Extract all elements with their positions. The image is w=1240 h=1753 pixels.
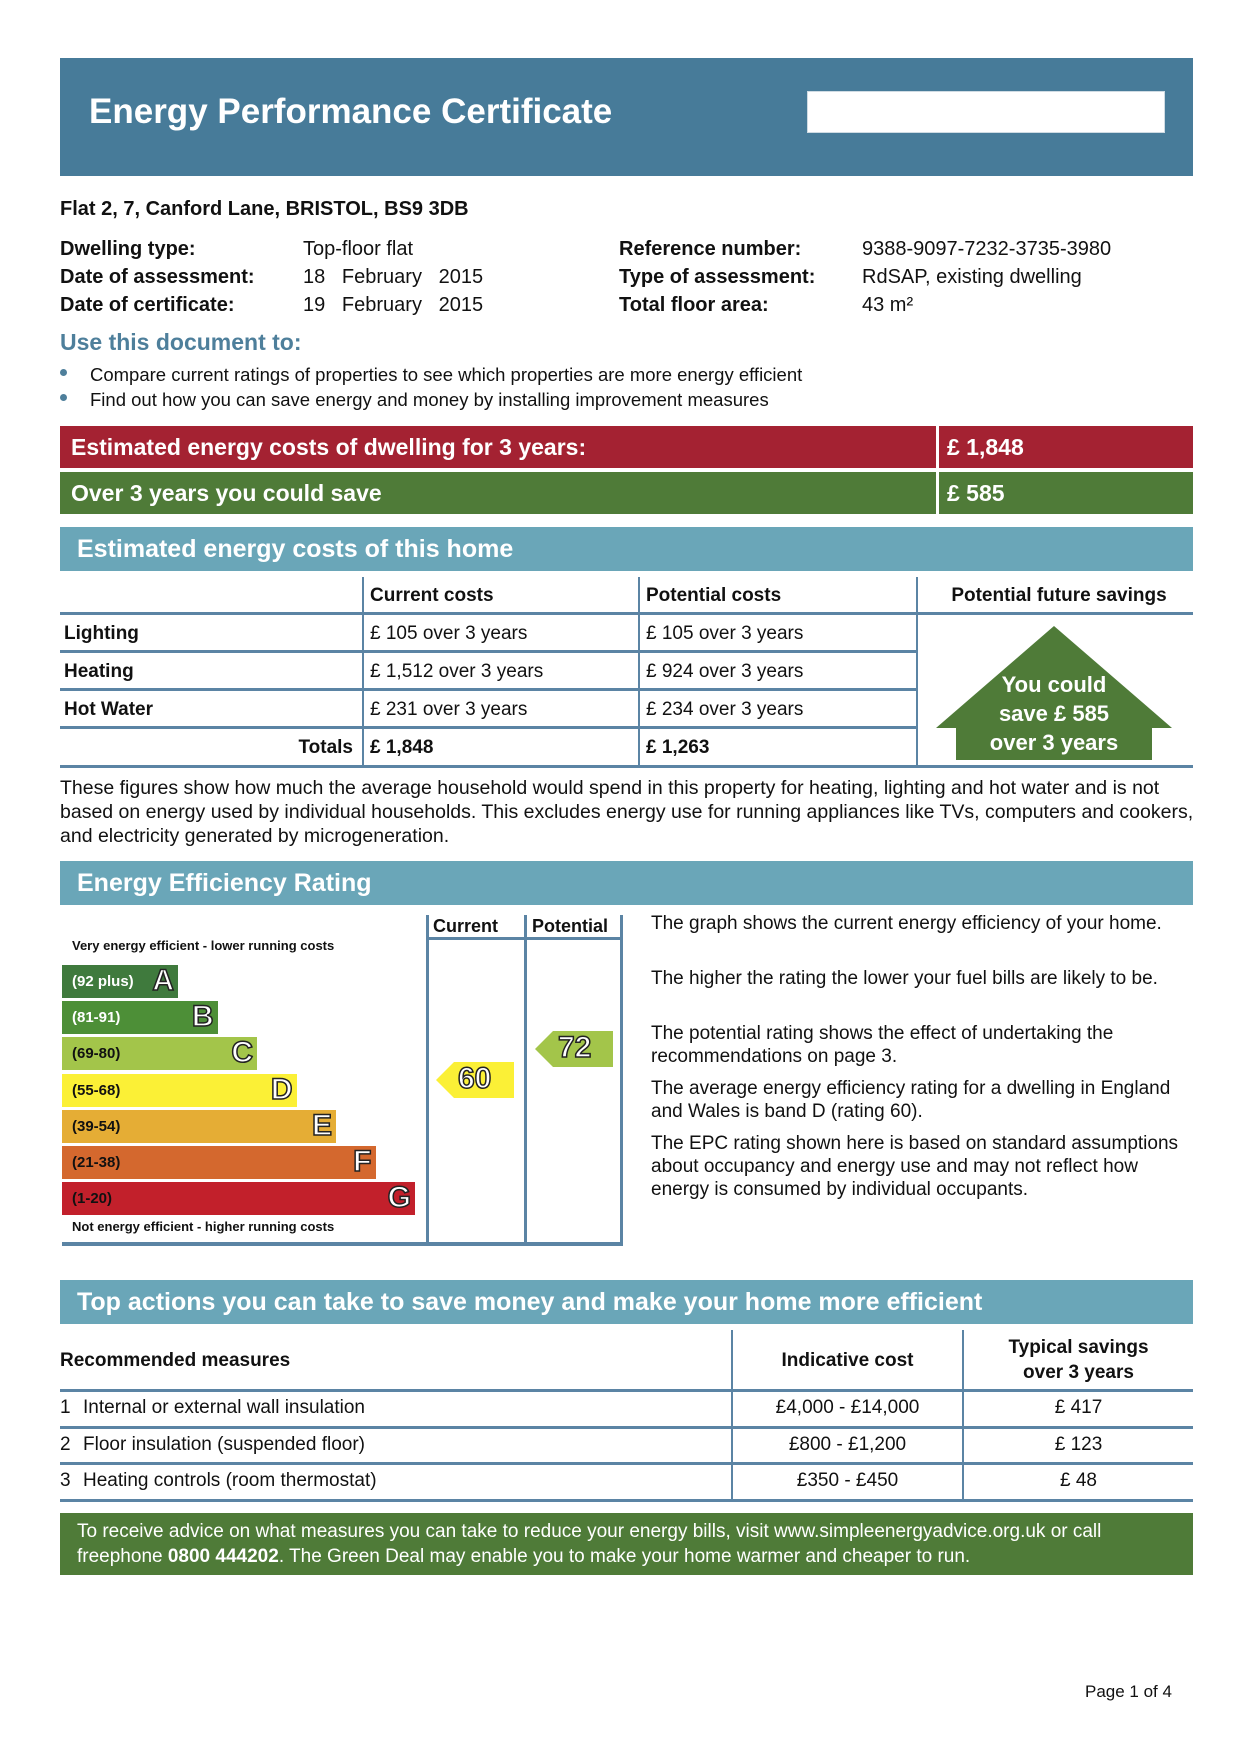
header-blank-box bbox=[807, 91, 1165, 133]
assessment-type-label: Type of assessment: bbox=[619, 266, 816, 288]
table-divider bbox=[60, 688, 918, 691]
band-letter: G bbox=[387, 1181, 411, 1215]
header-recommended-measures: Recommended measures bbox=[60, 1350, 291, 1371]
hot-water-potential: £ 234 over 3 years bbox=[646, 699, 804, 720]
costs-section-header bbox=[60, 527, 1193, 571]
savings-label: Over 3 years you could save bbox=[71, 480, 382, 506]
band-range: (81-91) bbox=[72, 1009, 121, 1027]
estimated-cost-bar bbox=[60, 426, 1193, 468]
band-letter: C bbox=[231, 1036, 253, 1070]
freephone-number: 0800 444202 bbox=[167, 1546, 279, 1567]
advice-text: To receive advice on what measures you can take to reduce your energy bills, visit www.simpleenergyadvice.org.uk or call freephone bbox=[77, 1521, 1102, 1567]
row-label-heating: Heating bbox=[64, 661, 134, 682]
bar-separator bbox=[936, 472, 939, 514]
header-potential-costs: Potential costs bbox=[646, 585, 782, 606]
savings-house-line: You could bbox=[1001, 672, 1107, 697]
totals-potential: £ 1,263 bbox=[646, 737, 710, 758]
rating-paragraph-5: The EPC rating shown here is based on standard assumptions about occupancy and energy use and may not reflect how energy is consumed by individual occupants. bbox=[651, 1133, 1179, 1200]
col-potential-label: Potential bbox=[532, 916, 609, 936]
potential-savings-bar bbox=[60, 472, 1193, 514]
band-letter: B bbox=[191, 1000, 214, 1034]
table-divider bbox=[60, 765, 1193, 768]
assessment-date-label: Date of assessment: bbox=[60, 266, 255, 288]
very-efficient-label: Very energy efficient - lower running costs bbox=[72, 938, 335, 953]
rating-band-b bbox=[62, 1001, 218, 1034]
use-bullet-2: Find out how you can save energy and money by installing improvement measures bbox=[90, 389, 769, 410]
costs-section-title: Estimated energy costs of this home bbox=[77, 535, 514, 563]
current-rating-value: 60 bbox=[458, 1062, 492, 1095]
band-range: (39-54) bbox=[72, 1117, 121, 1135]
row-label-lighting: Lighting bbox=[64, 623, 139, 644]
rating-paragraph-4: The average energy efficiency rating for a dwelling in England and Wales is band D (rating 60). bbox=[651, 1078, 1171, 1122]
measure-name: Floor insulation (suspended floor) bbox=[83, 1434, 365, 1455]
estimated-cost-label: Estimated energy costs of dwelling for 3 years: bbox=[71, 434, 587, 460]
row-label-hot-water: Hot Water bbox=[64, 699, 154, 720]
table-divider bbox=[60, 1426, 1193, 1429]
rating-paragraph-3: The potential rating shows the effect of undertaking the recommendations on page 3. bbox=[651, 1023, 1114, 1067]
table-divider bbox=[60, 1462, 1193, 1465]
floor-area-value: 43 m² bbox=[862, 294, 914, 316]
header-future-savings: Potential future savings bbox=[951, 585, 1167, 606]
advice-text: . The Green Deal may enable you to make your home warmer and cheaper to run. bbox=[278, 1546, 971, 1567]
band-range: (21-38) bbox=[72, 1154, 121, 1171]
rating-paragraph-1: The graph shows the current energy efficiency of your home. bbox=[651, 913, 1162, 934]
hot-water-current: £ 231 over 3 years bbox=[370, 699, 528, 720]
measure-number: 1 bbox=[60, 1397, 71, 1418]
rating-band-a bbox=[62, 965, 178, 998]
band-letter: F bbox=[353, 1145, 372, 1178]
table-divider bbox=[362, 577, 364, 768]
dwelling-type-label: Dwelling type: bbox=[60, 238, 196, 260]
dwelling-type-value: Top-floor flat bbox=[303, 238, 414, 260]
rating-band-c bbox=[62, 1037, 257, 1070]
measure-name: Heating controls (room thermostat) bbox=[83, 1470, 377, 1491]
savings-value: £ 585 bbox=[947, 480, 1005, 506]
measure-saving: £ 417 bbox=[1054, 1397, 1103, 1418]
measure-cost: £350 - £450 bbox=[796, 1470, 899, 1491]
header-current-costs: Current costs bbox=[370, 585, 494, 606]
rating-band-e bbox=[62, 1110, 336, 1143]
chart-divider bbox=[524, 915, 527, 1245]
potential-rating-value: 72 bbox=[558, 1031, 592, 1064]
header-typical-savings-line: over 3 years bbox=[1023, 1362, 1134, 1383]
assessment-type-value: RdSAP, existing dwelling bbox=[862, 266, 1082, 288]
savings-house-line: save £ 585 bbox=[998, 701, 1110, 726]
chart-divider bbox=[426, 937, 623, 940]
costs-note: These figures show how much the average household would spend in this property for heating, lighting and hot water and is not based on energy used by individual households. This excludes energy use for running appliances like TVs, computers and cookers, and electricity generated by microgeneration. bbox=[60, 777, 1194, 847]
actions-section-header bbox=[60, 1280, 1193, 1324]
rating-band-f bbox=[62, 1146, 376, 1179]
rating-section-header bbox=[60, 861, 1193, 905]
measure-cost: £800 - £1,200 bbox=[788, 1434, 907, 1455]
use-bullet-1: Compare current ratings of properties to see which properties are more energy efficient bbox=[90, 364, 803, 385]
header-typical-savings-line: Typical savings bbox=[1008, 1337, 1149, 1358]
reference-number-label: Reference number: bbox=[619, 238, 802, 260]
heating-potential: £ 924 over 3 years bbox=[646, 661, 804, 682]
measure-saving: £ 48 bbox=[1060, 1470, 1097, 1491]
measure-saving: £ 123 bbox=[1054, 1434, 1103, 1455]
table-divider bbox=[60, 726, 918, 729]
table-divider bbox=[60, 650, 918, 653]
chart-divider bbox=[426, 915, 429, 1245]
totals-current: £ 1,848 bbox=[370, 737, 434, 758]
band-range: (1-20) bbox=[72, 1190, 113, 1208]
chart-divider bbox=[620, 915, 623, 1245]
certificate-date-label: Date of certificate: bbox=[60, 294, 235, 316]
floor-area-label: Total floor area: bbox=[619, 294, 769, 316]
page-title: Energy Performance Certificate bbox=[89, 92, 613, 131]
band-range: (69-80) bbox=[72, 1045, 121, 1063]
heating-current: £ 1,512 over 3 years bbox=[370, 661, 544, 682]
band-letter: D bbox=[270, 1072, 293, 1106]
table-divider bbox=[60, 1389, 1193, 1392]
band-range: (55-68) bbox=[72, 1081, 121, 1099]
measure-name: Internal or external wall insulation bbox=[83, 1397, 365, 1418]
bullet-icon bbox=[60, 369, 67, 376]
measure-number: 3 bbox=[60, 1470, 71, 1491]
property-address: Flat 2, 7, Canford Lane, BRISTOL, BS9 3DB bbox=[60, 198, 469, 220]
savings-house-line: over 3 years bbox=[989, 730, 1119, 755]
table-divider bbox=[916, 577, 918, 768]
lighting-current: £ 105 over 3 years bbox=[370, 623, 528, 644]
band-range: (92 plus) bbox=[72, 973, 134, 990]
rating-band-g bbox=[62, 1182, 415, 1215]
table-divider bbox=[638, 577, 640, 768]
totals-label: Totals bbox=[298, 737, 353, 758]
certificate-date-value: 19 February 2015 bbox=[303, 294, 484, 316]
header-indicative-cost: Indicative cost bbox=[781, 1350, 914, 1371]
rating-band-d bbox=[62, 1074, 297, 1107]
table-divider bbox=[60, 1499, 1193, 1502]
table-divider bbox=[60, 612, 1193, 615]
measure-cost: £4,000 - £14,000 bbox=[775, 1397, 920, 1418]
use-document-title: Use this document to: bbox=[60, 329, 302, 355]
savings-house-text bbox=[954, 670, 1154, 757]
lighting-potential: £ 105 over 3 years bbox=[646, 623, 804, 644]
actions-section-title: Top actions you can take to save money and make your home more efficient bbox=[77, 1288, 983, 1316]
chart-divider bbox=[62, 1242, 623, 1246]
rating-section-title: Energy Efficiency Rating bbox=[77, 869, 372, 897]
assessment-date-value: 18 February 2015 bbox=[303, 266, 484, 288]
band-letter: E bbox=[311, 1108, 332, 1142]
band-letter: A bbox=[152, 964, 174, 997]
reference-number-value: 9388-9097-7232-3735-3980 bbox=[862, 238, 1112, 260]
rating-paragraph-2: The higher the rating the lower your fuel bills are likely to be. bbox=[651, 968, 1158, 989]
bullet-icon bbox=[60, 394, 67, 401]
page-number: Page 1 of 4 bbox=[1085, 1682, 1172, 1701]
measure-number: 2 bbox=[60, 1434, 71, 1455]
advice-box bbox=[60, 1513, 1193, 1575]
not-efficient-label: Not energy efficient - higher running costs bbox=[72, 1219, 335, 1234]
col-current-label: Current bbox=[433, 916, 499, 936]
estimated-cost-value: £ 1,848 bbox=[947, 434, 1024, 460]
bar-separator bbox=[936, 426, 939, 468]
header-typical-savings bbox=[964, 1335, 1193, 1385]
